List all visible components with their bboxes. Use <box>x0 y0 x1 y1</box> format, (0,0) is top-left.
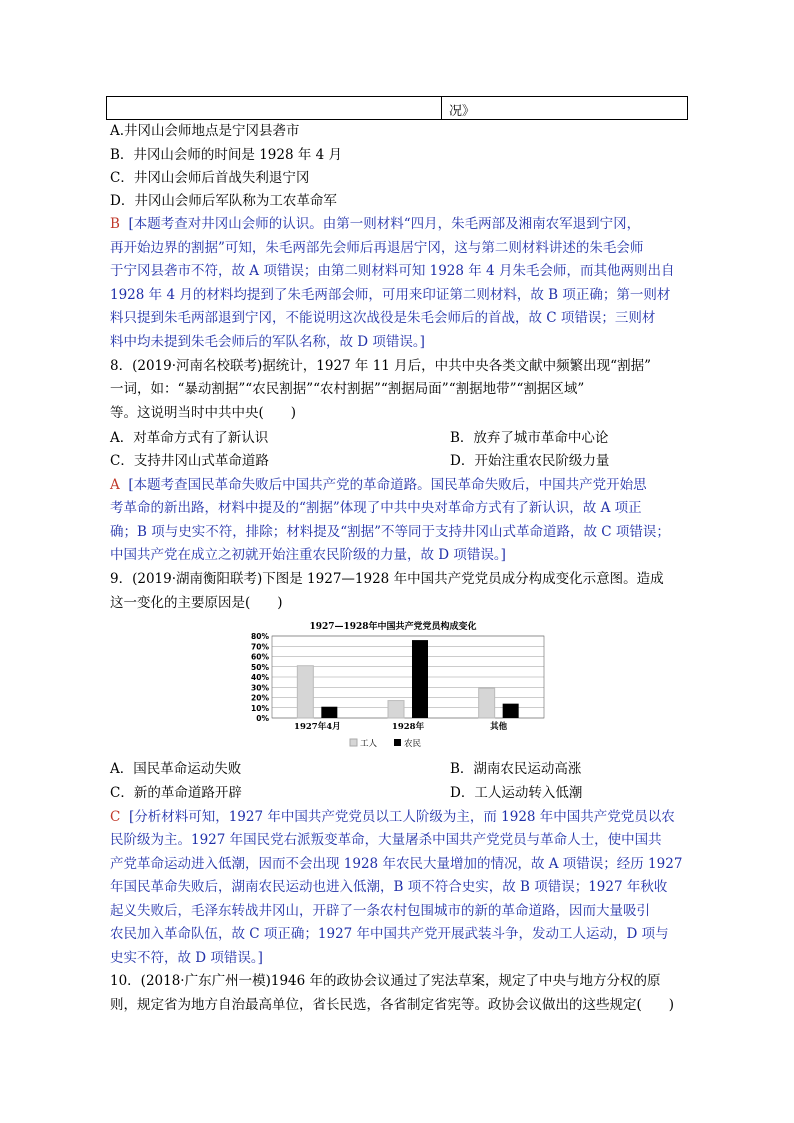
y-tick-label: 40% <box>251 673 269 682</box>
bar-工人 <box>297 666 313 718</box>
q9-option-d: D．工人运动转入低潮 <box>450 785 583 801</box>
q7-option-d: D．井冈山会师后军队称为工农革命军 <box>110 193 337 209</box>
q7-explanation-line <box>110 213 640 235</box>
q9-explanation-line: 起义失败后，毛泽东转战井冈山，开辟了一条农村包围城市的新的革命道路，因而大量吸引 <box>110 903 650 919</box>
y-tick-label: 60% <box>251 652 269 662</box>
y-tick-label: 30% <box>251 683 269 693</box>
q9-explanation-line: 农民加入革命队伍，故 C 项正确；1927 年中国共产党开展武装斗争，发动工人运动，D 项与 <box>110 926 669 942</box>
q9-options-row <box>110 758 582 780</box>
q8-options-row <box>110 450 610 472</box>
q7-option-a: A.井冈山会师地点是宁冈县砻市 <box>110 123 300 139</box>
q8-answer-letter: A <box>110 477 120 493</box>
y-tick-label: 10% <box>251 703 269 713</box>
q9-option-b: B．湖南农民运动高涨 <box>450 761 582 777</box>
table-divider <box>441 97 442 119</box>
q8-explanation-text: [本题考查国民革命失败后中国共产党的革命道路。国民革命失败后，中国共产党开始思 <box>128 477 647 493</box>
q8-explanation-line <box>110 474 647 496</box>
legend-label: 农民 <box>404 739 422 749</box>
chart-title: 1927—1928年中国共产党党员构成变化 <box>309 622 477 632</box>
q7-option-c: C．井冈山会师后首战失利退宁冈 <box>110 170 310 186</box>
q7-explanation-line: 于宁冈县砻市不符，故 A 项错误；由第二则材料可知 1928 年 4 月朱毛会师，而其他两则出自 <box>110 263 675 279</box>
q9-explanation-text: [分析材料可知，1927 年中国共产党党员以工人阶级为主，而 1928 年中国共产党党员以农 <box>128 809 675 825</box>
legend-swatch <box>394 739 401 746</box>
q7-explanation-text: [本题考查对井冈山会师的认识。由第一则材料“四月，朱毛两部及湘南农军退到宁冈， <box>128 216 641 232</box>
q9-option-a: A．国民革命运动失败 <box>110 761 242 777</box>
bar-工人 <box>479 688 495 718</box>
q9-answer-letter: C <box>110 809 121 825</box>
q9-stem-line: 这一变化的主要原因是( ) <box>110 595 283 611</box>
table-fragment <box>106 96 688 120</box>
q8-explanation-line: 确；B 项与史实不符，排除；材料提及“割据”不等同于支持井冈山式革命道路，故 C 项错误； <box>110 524 670 540</box>
q9-explanation-line: 史实不符，故 D 项错误。] <box>110 950 263 966</box>
legend-label: 工人 <box>360 739 378 749</box>
legend-swatch <box>350 739 357 746</box>
bar-农民 <box>412 640 428 718</box>
bar-农民 <box>321 707 337 718</box>
q7-explanation-line: 料只提到朱毛两部退到宁冈，不能说明这次战役是朱毛会师后的首战，故 C 项错误；三则材 <box>110 310 656 326</box>
q8-stem-line: 等。这说明当时中共中央( ) <box>110 405 297 421</box>
x-tick-label: 1928年 <box>391 722 425 732</box>
q8-explanation-line: 中国共产党在成立之初就开始注重农民阶级的力量，故 D 项错误。] <box>110 547 506 563</box>
q9-explanation-line: 年国民革命失败后，湖南农民运动也进入低潮，B 项不符合史实，故 B 项错误；1927 年秋收 <box>110 879 668 895</box>
q9-explanation-line <box>110 806 675 828</box>
q9-option-c: C．新的革命道路开辟 <box>110 785 242 801</box>
party-composition-chart <box>240 618 546 754</box>
q9-options-row <box>110 782 583 804</box>
q9-explanation-line: 产党革命运动进入低潮，因而不会出现 1928 年农民大量增加的情况，故 A 项错误；经历 1927 <box>110 856 683 872</box>
q8-explanation-line: 考革命的新出路，材料中提及的“割据”体现了中共中央对革命方式有了新认识，故 A 项正 <box>110 500 642 516</box>
q8-stem-line: 8．(2019·河南名校联考)据统计，1927 年 11 月后，中共中央各类文献中频繁出现“割据” <box>110 358 651 374</box>
q7-explanation-line: 再开始边界的割据”可知，朱毛两部先会师后再退居宁冈，这与第二则材料讲述的朱毛会师 <box>110 240 644 256</box>
y-tick-label: 70% <box>251 642 269 652</box>
q7-explanation-line: 料中均未提到朱毛会师后的军队名称，故 D 项错误。] <box>110 334 425 350</box>
q9-stem-line: 9．(2019·湖南衡阳联考)下图是 1927—1928 年中国共产党党员成分构成变化示意图。造成 <box>110 571 664 587</box>
q8-stem-line: 一词，如：“暴动割据”“农民割据”“农村割据”“割据局面”“割据地带”“割据区域” <box>110 381 585 397</box>
x-tick-label: 其他 <box>490 722 508 732</box>
q8-option-c: C．支持井冈山式革命道路 <box>110 453 269 469</box>
q7-answer-letter: B <box>110 216 120 232</box>
y-tick-label: 80% <box>251 632 269 641</box>
q8-option-b: B．放弃了城市革命中心论 <box>450 430 609 446</box>
y-tick-label: 20% <box>251 693 269 703</box>
q10-stem-line: 10．(2018·广东广州一模)1946 年的政协会议通过了宪法草案，规定了中央与地方分权的原 <box>110 973 661 989</box>
x-tick-label: 1927年4月 <box>294 722 341 732</box>
q10-stem-line: 则，规定省为地方自治最高单位，省长民选，各省制定省宪等。政协会议做出的这些规定( ) <box>110 997 675 1013</box>
q7-explanation-line: 1928 年 4 月的材料均提到了朱毛两部会师，可用来印证第二则材料，故 B 项正确；第一则材 <box>110 287 671 303</box>
q8-option-a: A．对革命方式有了新认识 <box>110 430 269 446</box>
q9-explanation-line: 民阶级为主。1927 年国民党右派叛变革命，大量屠杀中国共产党党员与革命人士，使中国共 <box>110 832 662 848</box>
bar-农民 <box>503 704 519 718</box>
q8-option-d: D．开始注重农民阶级力量 <box>450 453 610 469</box>
y-tick-label: 50% <box>251 662 269 672</box>
q8-options-row <box>110 427 609 449</box>
q7-option-b: B．井冈山会师的时间是 1928 年 4 月 <box>110 147 343 163</box>
y-tick-label: 0% <box>256 714 269 723</box>
table-cell-text: 况》 <box>449 104 476 119</box>
bar-工人 <box>388 701 404 718</box>
